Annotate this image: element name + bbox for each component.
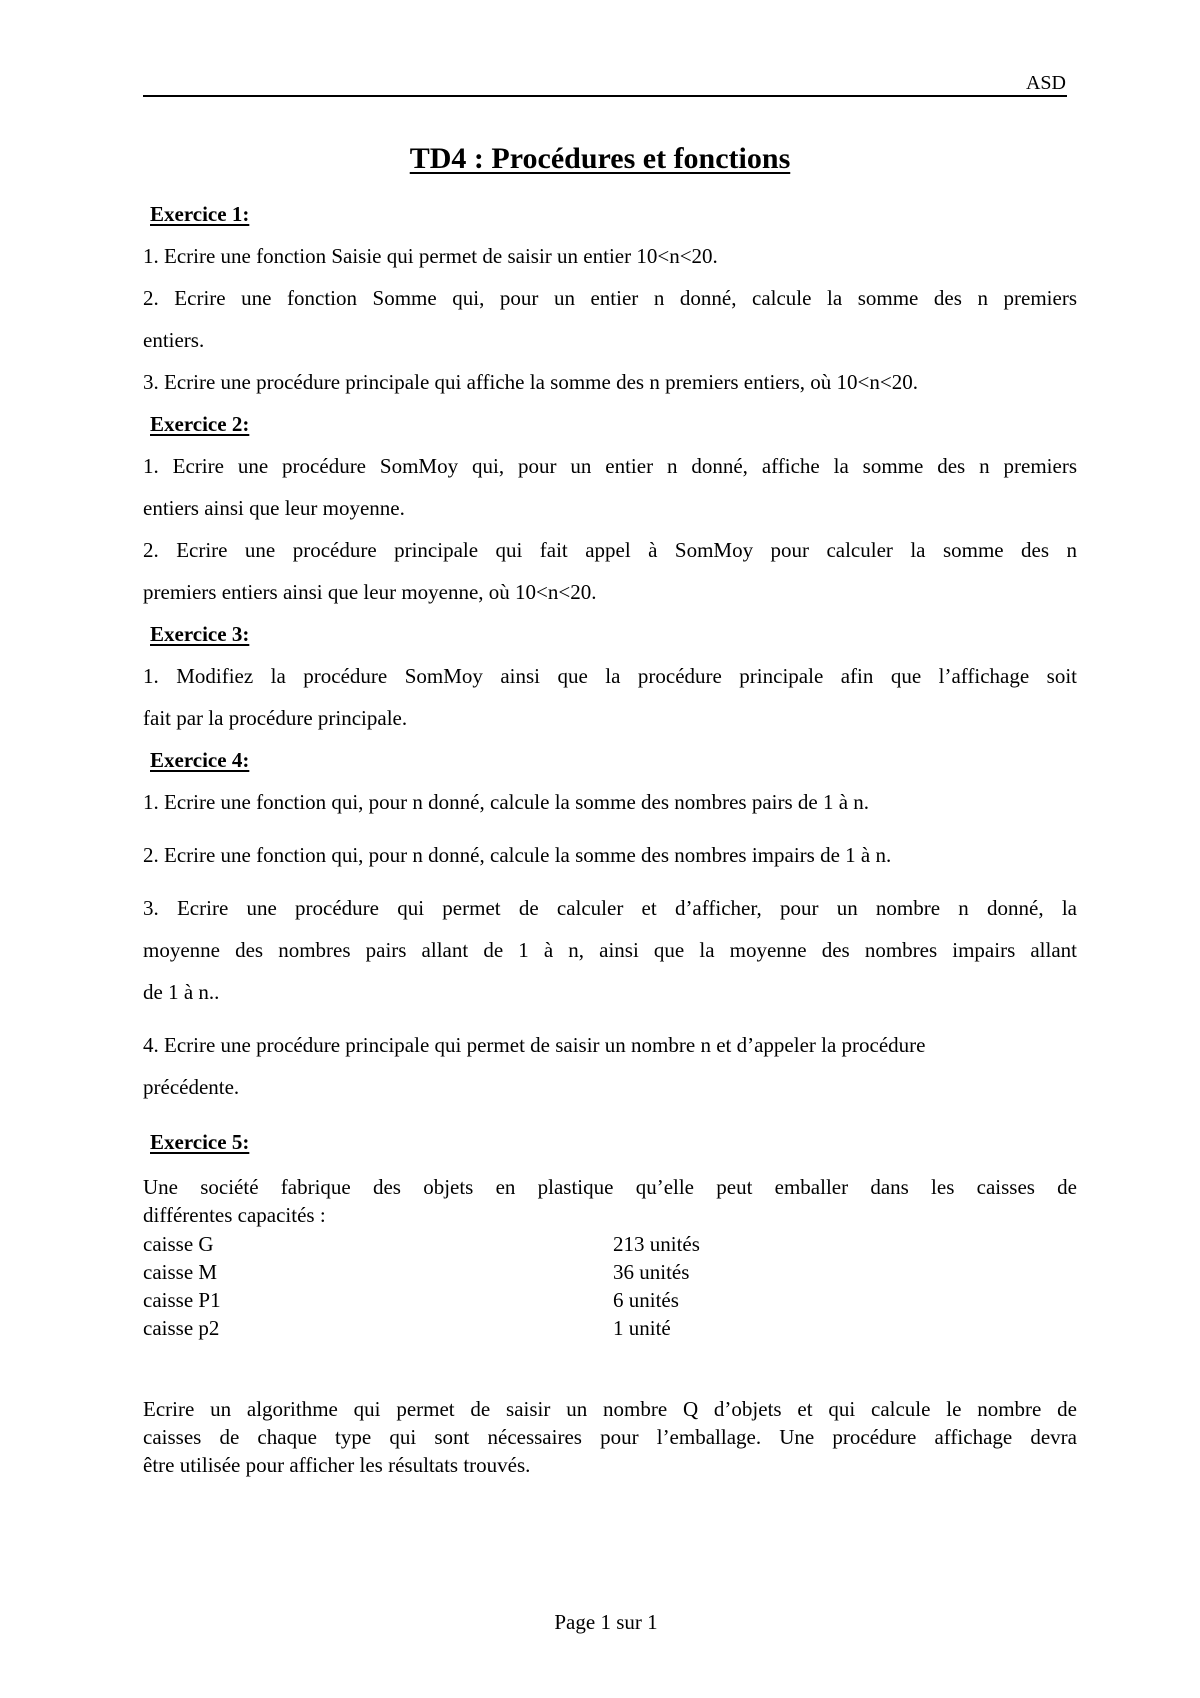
exercise4-line-5: de 1 à n.. [143, 980, 220, 1004]
box-capacity: 36 unités [613, 1260, 690, 1284]
exercise1-line-4: 3. Ecrire une procédure principale qui affiche la somme des n premiers entiers, où 10<n<20. [143, 370, 918, 394]
table-row [143, 1314, 700, 1342]
header-rule [143, 95, 1067, 97]
exercise5-task-line-3: être utilisée pour afficher les résultats trouvés. [143, 1453, 531, 1477]
exercise3-line-2: fait par la procédure principale. [143, 706, 408, 730]
box-capacity-table [143, 1230, 700, 1342]
box-name: caisse P1 [143, 1288, 221, 1312]
exercise2-heading: Exercice 2: [150, 412, 250, 436]
table-row [143, 1230, 700, 1258]
exercise1-line-3: entiers. [143, 328, 205, 352]
box-capacity: 1 unité [613, 1316, 671, 1340]
exercise4-heading: Exercice 4: [150, 748, 250, 772]
exercise5-intro-line-2: différentes capacités : [143, 1203, 326, 1227]
box-capacity: 6 unités [613, 1288, 679, 1312]
exercise5-task-line-2: caisses de chaque type qui sont nécessaires pour l’emballage. Une procédure affichage devra [143, 1425, 1077, 1449]
header-label: ASD [1025, 72, 1066, 94]
box-name: caisse p2 [143, 1316, 220, 1340]
exercise5-heading: Exercice 5: [150, 1130, 250, 1154]
exercise4-line-4: moyenne des nombres pairs allant de 1 à n, ainsi que la moyenne des nombres impairs allant [143, 938, 1077, 962]
exercise1-heading: Exercice 1: [150, 202, 250, 226]
table-row [143, 1286, 700, 1314]
exercise3-line-1: 1. Modifiez la procédure SomMoy ainsi que la procédure principale afin que l’affichage soit [143, 664, 1077, 688]
exercise2-line-4: premiers entiers ainsi que leur moyenne, où 10<n<20. [143, 580, 597, 604]
exercise2-line-2: entiers ainsi que leur moyenne. [143, 496, 405, 520]
exercise1-line-1: 1. Ecrire une fonction Saisie qui permet de saisir un entier 10<n<20. [143, 244, 718, 268]
exercise5-intro-line-1: Une société fabrique des objets en plastique qu’elle peut emballer dans les caisses de [143, 1175, 1077, 1199]
table-row [143, 1258, 700, 1286]
exercise4-line-6: 4. Ecrire une procédure principale qui permet de saisir un nombre n et d’appeler la procédure [143, 1033, 926, 1057]
exercise2-line-1: 1. Ecrire une procédure SomMoy qui, pour un entier n donné, affiche la somme des n premiers [143, 454, 1077, 478]
page-number: Page 1 sur 1 [554, 1610, 658, 1634]
box-name: caisse G [143, 1232, 214, 1256]
exercise1-line-2: 2. Ecrire une fonction Somme qui, pour un entier n donné, calcule la somme des n premiers [143, 286, 1077, 310]
exercise4-line-3: 3. Ecrire une procédure qui permet de calculer et d’afficher, pour un nombre n donné, la [143, 896, 1077, 920]
exercise4-line-1: 1. Ecrire une fonction qui, pour n donné, calcule la somme des nombres pairs de 1 à n. [143, 790, 870, 814]
page-title: TD4 : Procédures et fonctions [409, 142, 791, 175]
exercise4-line-2: 2. Ecrire une fonction qui, pour n donné, calcule la somme des nombres impairs de 1 à n. [143, 843, 892, 867]
exercise5-task-line-1: Ecrire un algorithme qui permet de saisir un nombre Q d’objets et qui calcule le nombre de [143, 1397, 1077, 1421]
exercise2-line-3: 2. Ecrire une procédure principale qui fait appel à SomMoy pour calculer la somme des n [143, 538, 1077, 562]
exercise4-line-7: précédente. [143, 1075, 240, 1099]
box-capacity: 213 unités [613, 1232, 700, 1256]
exercise3-heading: Exercice 3: [150, 622, 250, 646]
box-name: caisse M [143, 1260, 218, 1284]
